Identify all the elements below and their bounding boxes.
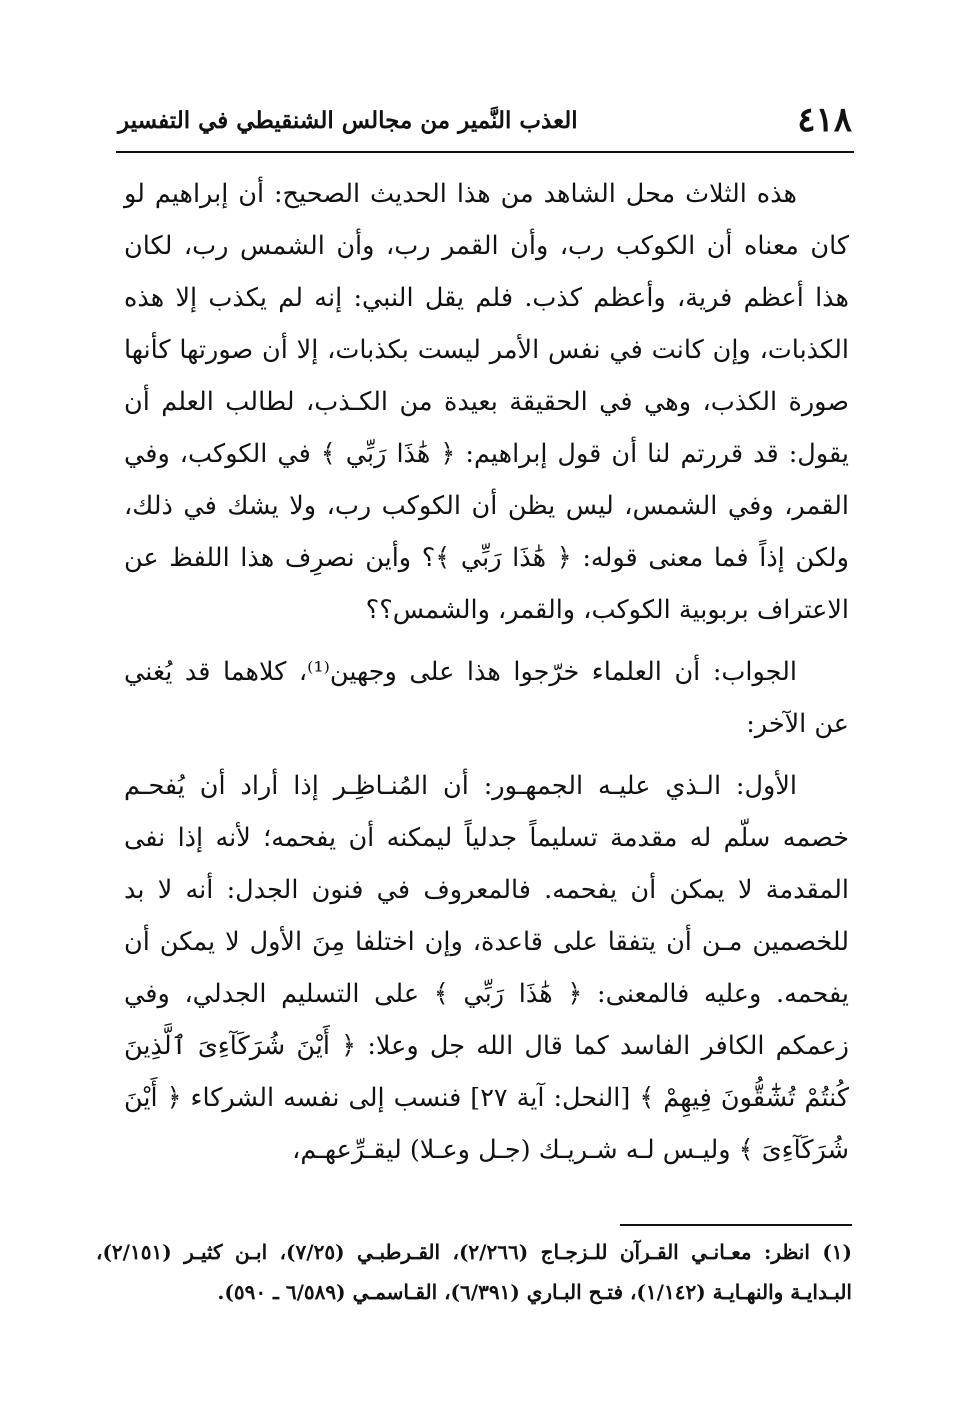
running-title: العذب النَّمير من مجالس الشنقيطي في التفسير: [118, 107, 578, 134]
paragraph: الجواب: أن العلماء خرّجوا هذا على وجهين⁽¹⁾، كلاهما قد يُغني عن الآخر:: [124, 657, 849, 739]
footnote: (١) انظر: معـانـي القـرآن للـزجـاج (٢/٢٦٦)، القـرطبـي (٧/٢٥)، ابـن كثيـر (٢/١٥١)، البـدايـة والنهـايـة (١/١٤٢)، فتـح البـاري (٦/٣٩١)، القـاسمـي (٦/٥٨٩ ـ ٥٩٠).: [96, 1240, 853, 1304]
main-text: [124, 168, 849, 1176]
page-header: [118, 100, 852, 146]
page-number: ٤١٨: [797, 100, 852, 140]
paragraph: هذه الثلاث محل الشاهد من هذا الحديث الصحيح: أن إبراهيم لو كان معناه أن الكوكب رب، وأن القمر رب، وأن الشمس رب، لكان هذا أعظم فرية، وأعظم كذب. فلم يقل النبي: إنه لم يكذب إلا هذه الكذبات، وإن كانت في نفس الأمر ليست بكذبات، إلا أن صورتها كأنها صورة الكذب، وهي في الحقيقة بعيدة من الكـذب، لطالب العلم أن يقول: قد قررتم لنا أن قول إبراهيم: ﴿ هَٰذَا رَبِّي ﴾ في الكوكب، وفي القمر، وفي الشمس، ليس يظن أن الكوكب رب، ولا يشك في ذلك، ولكن إذاً فما معنى قوله: ﴿ هَٰذَا رَبِّي ﴾؟ وأين نصرِف هذا اللفظ عن الاعتراف بربوبية الكوكب، والقمر، والشمس؟؟: [124, 179, 849, 625]
paragraph: الأول: الـذي عليـه الجمهـور: أن المُنـاظِـر إذا أراد أن يُفحـم خصمه سلّم له مقدمة تسليماً جدلياً ليمكنه أن يفحمه؛ لأنه إذا نفى المقدمة لا يمكن أن يفحمه. فالمعروف في فنون الجدل: أنه لا بد للخصمين مـن أن يتفقا على قاعدة، وإن اختلفا مِنَ الأول لا يمكن أن يفحمه. وعليه فالمعنى: ﴿ هَٰذَا رَبِّي ﴾ على التسليم الجدلي، وفي زعمكم الكافر الفاسد كما قال الله جل وعلا: ﴿ أَيْنَ شُرَكَآءِىَ ٱلَّذِينَ كُنتُمْ تُشَٰٓقُّونَ فِيهِمْ ﴾ [النحل: آية ٢٧] فنسب إلى نفسه الشركاء ﴿ أَيْنَ شُرَكَآءِىَ ﴾ وليـس لـه شـريـك (جـل وعـلا) ليقـرِّعهـم،: [124, 771, 849, 1165]
header-rule: [116, 151, 854, 153]
footnote-rule: [620, 1224, 852, 1226]
